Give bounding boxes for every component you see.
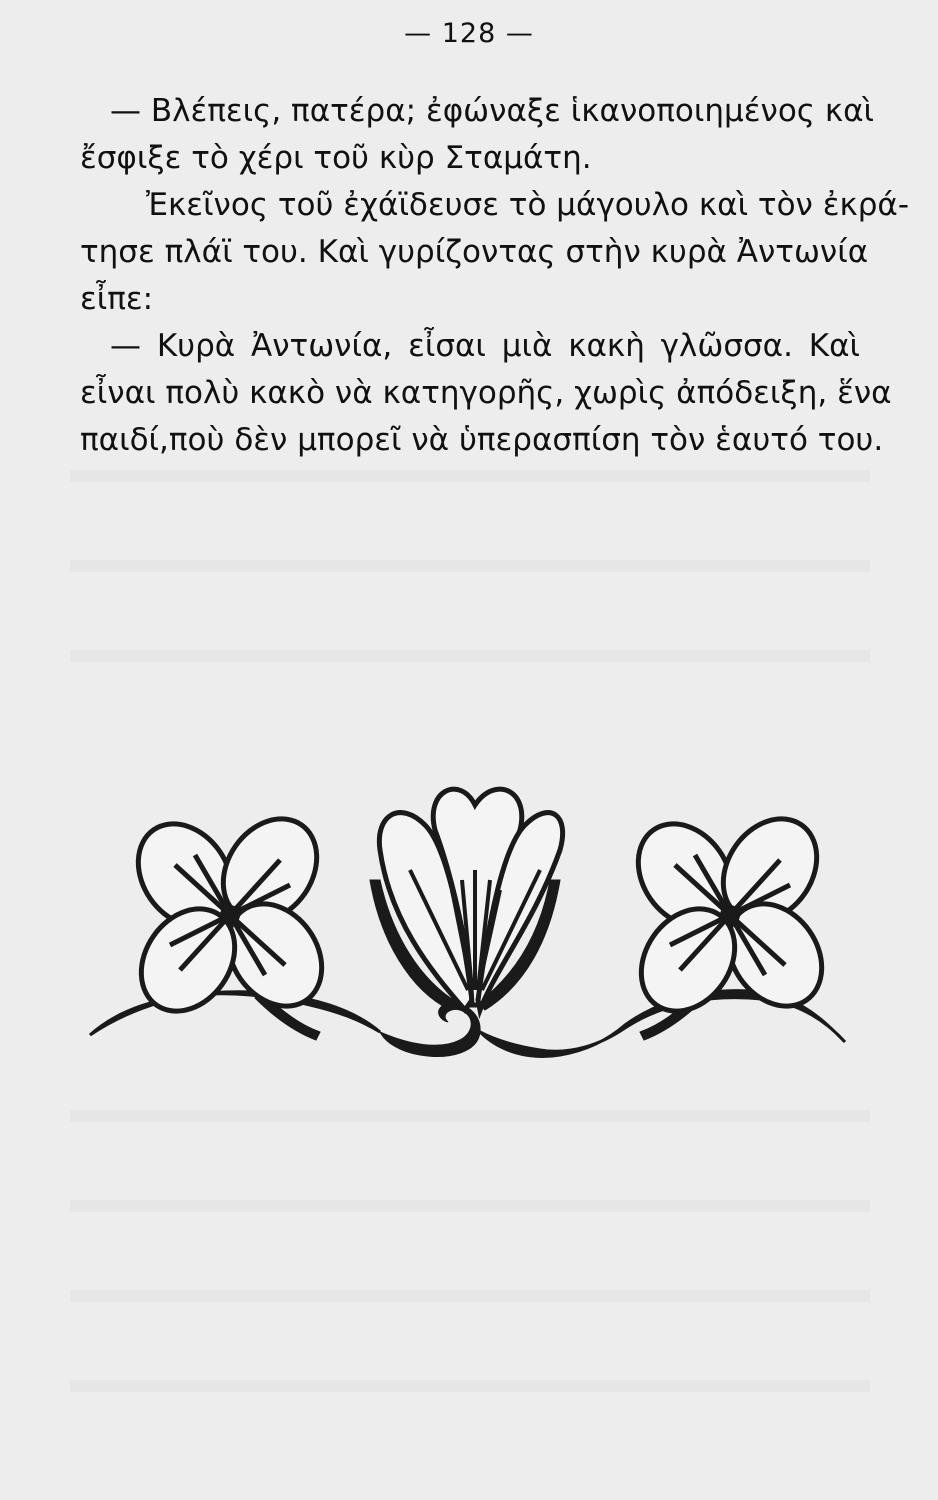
page-number: — 128 — xyxy=(404,18,534,49)
text-line: εἶναι πολὺ κακὸ νὰ κατηγορῆς, χωρὶς ἀπόδειξη, ἕνα xyxy=(80,375,892,411)
floral-vignette-icon xyxy=(80,770,870,1070)
text-line: ἔσφιξε τὸ χέρι τοῦ κὺρ Σταμάτη. xyxy=(80,140,592,176)
text-line: — Κυρὰ Ἀντωνία, εἶσαι μιὰ κακὴ γλῶσσα. Καὶ xyxy=(110,328,860,364)
show-through-band xyxy=(70,470,870,482)
show-through-band xyxy=(70,1380,870,1392)
show-through-band xyxy=(70,560,870,572)
body-text xyxy=(80,88,910,464)
show-through-band xyxy=(70,1290,870,1302)
text-line: — Βλέπεις, πατέρα; ἐφώναξε ἱκανοποιημένος καὶ xyxy=(110,93,875,129)
show-through-band xyxy=(70,1200,870,1212)
text-line: παιδί,ποὺ δὲν μπορεῖ νὰ ὑπερασπίση τὸν ἑαυτό του. xyxy=(80,422,884,458)
show-through-band xyxy=(70,650,870,662)
text-line: Ἐκεῖνος τοῦ ἐχάϊδευσε τὸ μάγουλο καὶ τὸν ἐκρά- xyxy=(146,187,910,223)
text-line: τησε πλάϊ του. Καὶ γυρίζοντας στὴν κυρὰ Ἀντωνία xyxy=(80,234,869,270)
text-line: εἶπε: xyxy=(80,281,154,317)
show-through-band xyxy=(70,1110,870,1122)
